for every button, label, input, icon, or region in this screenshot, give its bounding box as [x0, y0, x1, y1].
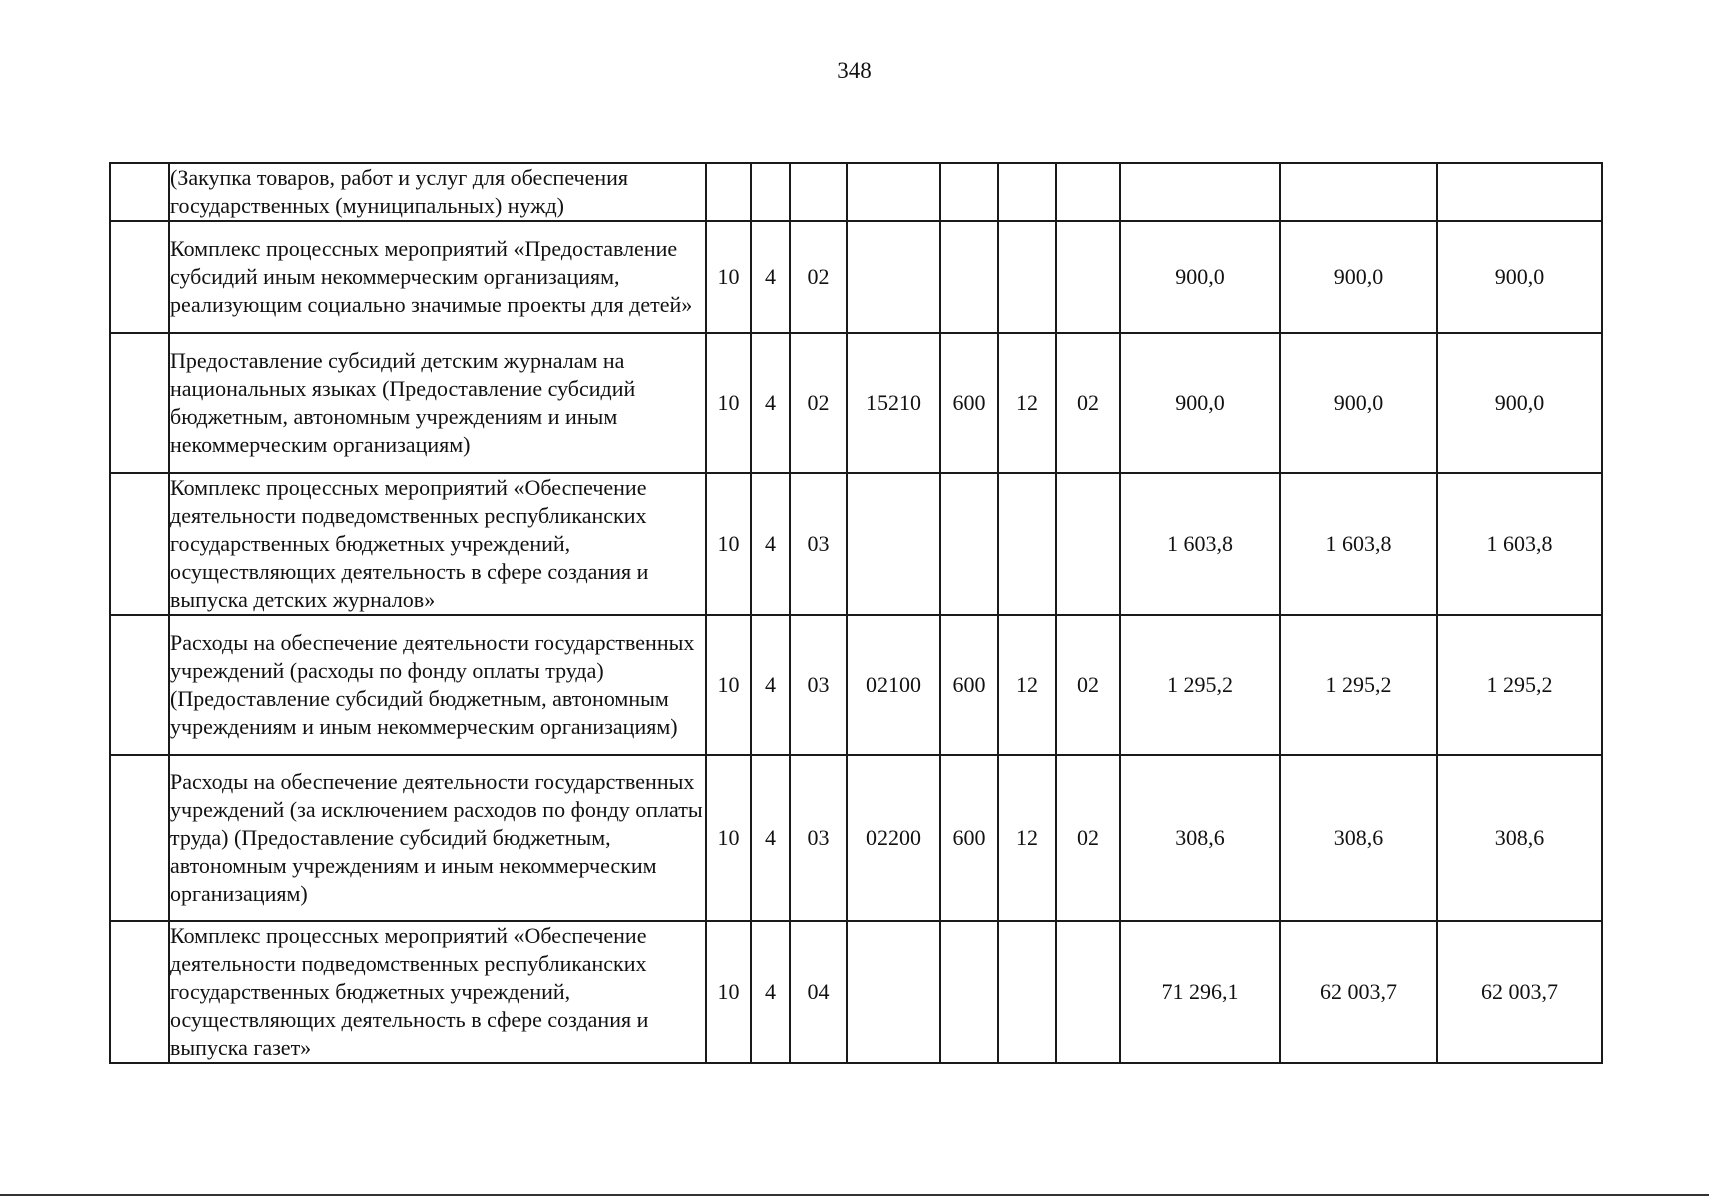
amount-year-1: 308,6 [1120, 755, 1280, 921]
code-cell-expense-type: 600 [940, 333, 998, 473]
page-number: 348 [837, 58, 872, 83]
code-cell-subchapter [1056, 921, 1120, 1063]
table-row [110, 221, 1602, 333]
row-number-cell [110, 221, 169, 333]
code-cell-section: 10 [706, 473, 751, 615]
page-edge-line [0, 1194, 1709, 1196]
budget-table [109, 162, 1603, 1064]
code-cell-subsection: 4 [751, 221, 790, 333]
table-row [110, 755, 1602, 921]
amount-year-2: 900,0 [1280, 221, 1437, 333]
code-cell-section [706, 163, 751, 221]
code-cell-target: 15210 [847, 333, 940, 473]
code-cell-expense-type: 600 [940, 755, 998, 921]
code-cell-expense-type [940, 221, 998, 333]
row-description: Комплекс процессных мероприятий «Обеспечение деятельности подведомственных республиканских государственных бюджетных учреждений, осуществляющих деятельность в сфере создания и выпуска газет» [169, 921, 706, 1063]
table-row [110, 921, 1602, 1063]
code-cell-subchapter [1056, 473, 1120, 615]
code-cell-subsection: 4 [751, 615, 790, 755]
code-cell-chapter: 12 [998, 755, 1056, 921]
code-cell-subsection: 4 [751, 333, 790, 473]
row-number-cell [110, 615, 169, 755]
code-cell-chapter: 12 [998, 615, 1056, 755]
code-cell-target [847, 221, 940, 333]
code-cell-subchapter: 02 [1056, 615, 1120, 755]
code-cell-section: 10 [706, 921, 751, 1063]
code-cell-program: 02 [790, 333, 847, 473]
amount-year-1: 1 603,8 [1120, 473, 1280, 615]
row-description: Расходы на обеспечение деятельности государственных учреждений (расходы по фонду оплаты труда) (Предоставление субсидий бюджетным, автономным учреждениям и иным некоммерческим организациям) [169, 615, 706, 755]
code-cell-section: 10 [706, 333, 751, 473]
row-description: Предоставление субсидий детским журналам на национальных языках (Предоставление субсидий бюджетным, автономным учреждениям и иным некоммерческим организациям) [169, 333, 706, 473]
code-cell-subchapter: 02 [1056, 755, 1120, 921]
code-cell-expense-type [940, 473, 998, 615]
table-row [110, 473, 1602, 615]
row-description: (Закупка товаров, работ и услуг для обеспечения государственных (муниципальных) нужд) [169, 163, 706, 221]
code-cell-chapter [998, 221, 1056, 333]
table-row [110, 163, 1602, 221]
amount-year-2: 62 003,7 [1280, 921, 1437, 1063]
amount-year-3: 308,6 [1437, 755, 1602, 921]
table-row [110, 333, 1602, 473]
row-number-cell [110, 473, 169, 615]
amount-year-2: 308,6 [1280, 755, 1437, 921]
code-cell-program: 04 [790, 921, 847, 1063]
amount-year-1: 900,0 [1120, 221, 1280, 333]
code-cell-section: 10 [706, 755, 751, 921]
code-cell-subchapter [1056, 221, 1120, 333]
code-cell-section: 10 [706, 221, 751, 333]
code-cell-program: 03 [790, 615, 847, 755]
code-cell-chapter [998, 473, 1056, 615]
code-cell-target [847, 921, 940, 1063]
code-cell-program: 02 [790, 221, 847, 333]
row-number-cell [110, 755, 169, 921]
code-cell-subsection: 4 [751, 921, 790, 1063]
code-cell-chapter [998, 163, 1056, 221]
row-number-cell [110, 163, 169, 221]
code-cell-target: 02200 [847, 755, 940, 921]
amount-year-3: 1 295,2 [1437, 615, 1602, 755]
code-cell-program [790, 163, 847, 221]
row-number-cell [110, 921, 169, 1063]
code-cell-expense-type [940, 921, 998, 1063]
code-cell-subsection: 4 [751, 755, 790, 921]
amount-year-3: 62 003,7 [1437, 921, 1602, 1063]
code-cell-chapter [998, 921, 1056, 1063]
code-cell-subchapter [1056, 163, 1120, 221]
code-cell-subsection: 4 [751, 473, 790, 615]
table-row [110, 615, 1602, 755]
code-cell-program: 03 [790, 755, 847, 921]
code-cell-target [847, 473, 940, 615]
row-description: Комплекс процессных мероприятий «Предоставление субсидий иным некоммерческим организациям, реализующим социально значимые проекты для детей» [169, 221, 706, 333]
code-cell-target: 02100 [847, 615, 940, 755]
amount-year-1: 71 296,1 [1120, 921, 1280, 1063]
amount-year-3: 900,0 [1437, 221, 1602, 333]
row-description: Расходы на обеспечение деятельности государственных учреждений (за исключением расходов по фонду оплаты труда) (Предоставление субсидий бюджетным, автономным учреждениям и иным некоммерческим организациям) [169, 755, 706, 921]
amount-year-1 [1120, 163, 1280, 221]
code-cell-subsection [751, 163, 790, 221]
code-cell-expense-type: 600 [940, 615, 998, 755]
row-description: Комплекс процессных мероприятий «Обеспечение деятельности подведомственных республиканских государственных бюджетных учреждений, осуществляющих деятельность в сфере создания и выпуска детских журналов» [169, 473, 706, 615]
amount-year-3: 1 603,8 [1437, 473, 1602, 615]
row-number-cell [110, 333, 169, 473]
amount-year-3: 900,0 [1437, 333, 1602, 473]
amount-year-2: 1 603,8 [1280, 473, 1437, 615]
code-cell-program: 03 [790, 473, 847, 615]
amount-year-1: 900,0 [1120, 333, 1280, 473]
code-cell-expense-type [940, 163, 998, 221]
amount-year-1: 1 295,2 [1120, 615, 1280, 755]
code-cell-subchapter: 02 [1056, 333, 1120, 473]
amount-year-2: 1 295,2 [1280, 615, 1437, 755]
amount-year-2: 900,0 [1280, 333, 1437, 473]
amount-year-2 [1280, 163, 1437, 221]
amount-year-3 [1437, 163, 1602, 221]
code-cell-chapter: 12 [998, 333, 1056, 473]
code-cell-section: 10 [706, 615, 751, 755]
code-cell-target [847, 163, 940, 221]
